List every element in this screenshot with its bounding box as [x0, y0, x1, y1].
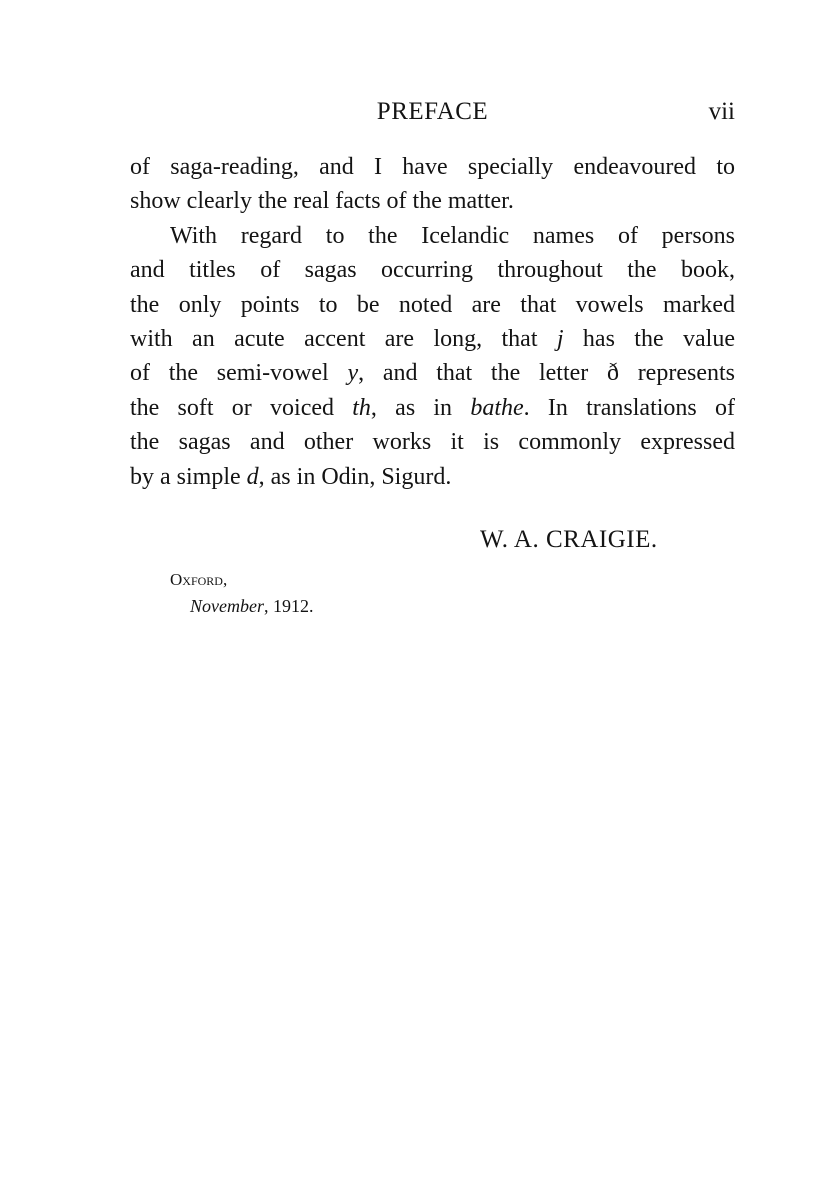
text-segment: of the semi-vowel	[130, 360, 348, 387]
date-line	[190, 594, 313, 618]
text-segment: . In translations of	[523, 394, 735, 421]
text-line	[130, 184, 735, 218]
date-year: , 1912.	[263, 596, 314, 616]
italic-word: bathe	[470, 394, 524, 421]
running-title: PREFACE	[376, 98, 489, 125]
text-segment: , as in Odin, Sigurd.	[258, 463, 452, 490]
page-number: vii	[708, 98, 735, 125]
text-line	[130, 288, 735, 322]
italic-letter: d	[246, 463, 259, 490]
text-segment: , and that the letter ð represents	[358, 360, 735, 387]
text-segment: the soft or voiced	[130, 394, 353, 421]
text-segment: of saga-reading, and I have specially endeavoured to	[130, 154, 735, 180]
text-line	[130, 322, 735, 356]
text-line	[130, 425, 735, 459]
text-segment: , as in	[370, 394, 471, 421]
italic-letter: y	[347, 360, 359, 387]
text-segment: the sagas and other works it is commonly expressed	[130, 429, 735, 456]
text-line	[130, 150, 735, 184]
text-line	[130, 356, 735, 390]
italic-letters: th	[352, 394, 371, 421]
text-segment: show clearly the real facts of the matter.	[130, 188, 514, 215]
text-segment: With regard to the Icelandic names of persons	[170, 222, 735, 249]
text-segment: the only points to be noted are that vowels marked	[130, 291, 735, 318]
text-line	[130, 460, 735, 494]
text-segment: by a simple	[130, 463, 247, 490]
paragraph-first-line	[130, 219, 735, 253]
running-head	[130, 96, 735, 128]
preface-body	[130, 150, 735, 494]
text-line	[130, 391, 735, 425]
date-month: November	[190, 596, 264, 616]
text-segment: with an acute accent are long, that	[130, 326, 557, 353]
place-line: Oxford,	[170, 570, 228, 589]
author-signature: W. A. CRAIGIE.	[480, 526, 658, 553]
text-segment: has the value	[563, 326, 735, 353]
text-segment: and titles of sagas occurring throughout the book,	[130, 257, 735, 284]
italic-letter: j	[556, 326, 564, 353]
text-line	[130, 253, 735, 287]
